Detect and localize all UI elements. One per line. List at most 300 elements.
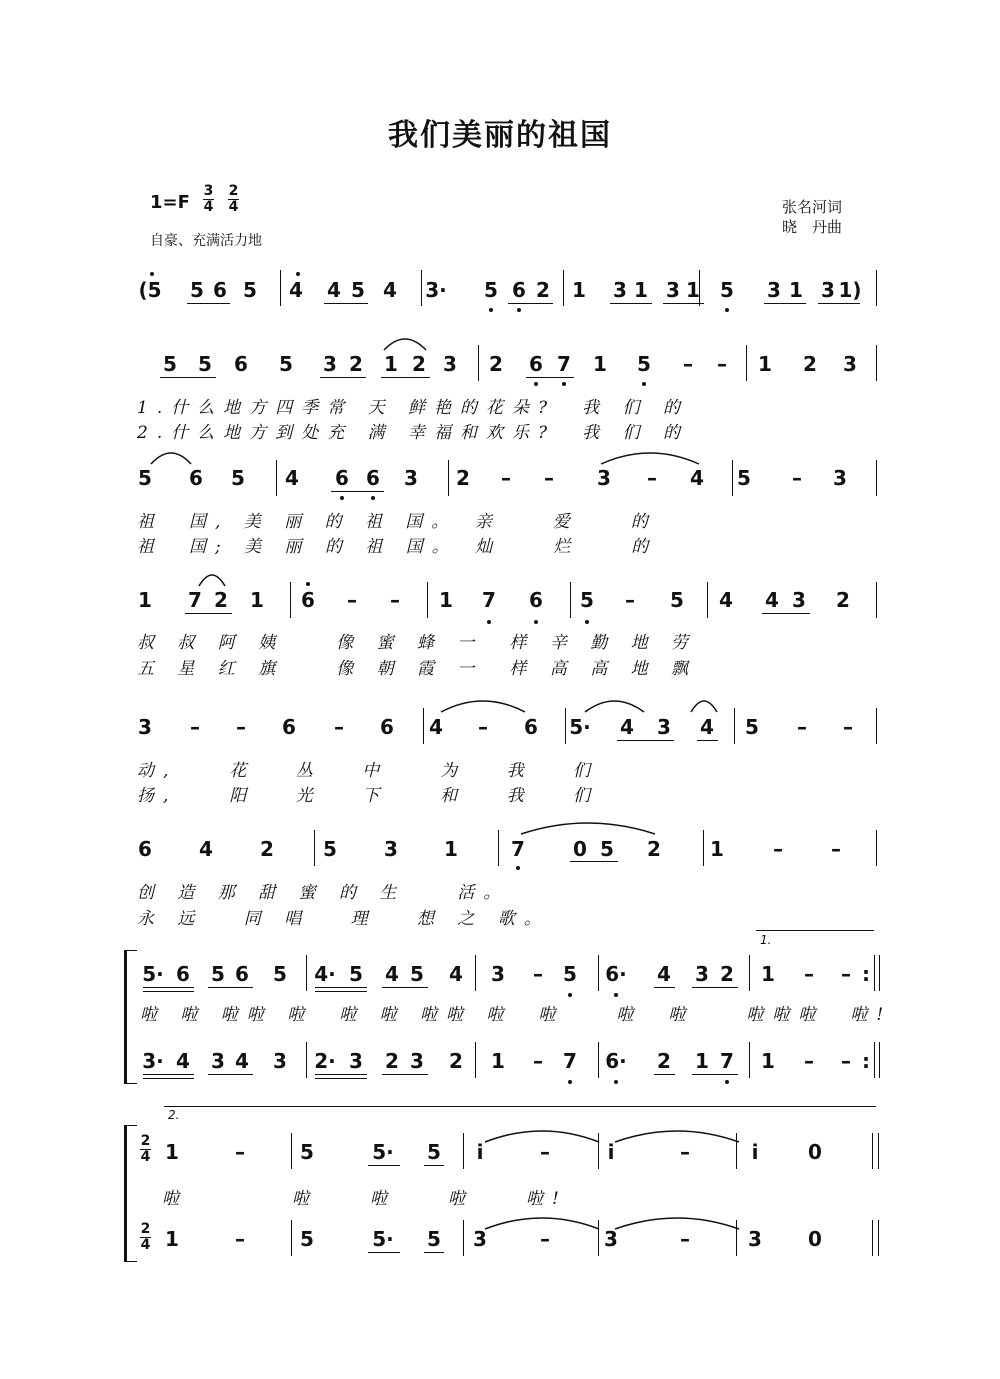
octave-dot [568, 1080, 572, 1084]
note: 7 [563, 1049, 577, 1073]
note: – [235, 1140, 245, 1164]
note: 0 [808, 1140, 822, 1164]
octave-dot [562, 382, 566, 386]
underline [143, 987, 194, 988]
underline [315, 1078, 367, 1079]
note: i [607, 1140, 615, 1164]
ending-1-label: 1. [760, 933, 772, 947]
barline [291, 1133, 292, 1169]
underline [368, 1252, 400, 1253]
system-brace [124, 1125, 137, 1262]
note: 3 [384, 837, 398, 861]
lyric-line: 扬, 阳 光 下 和 我 们 [137, 786, 600, 806]
barline [478, 345, 479, 381]
octave-dot [487, 620, 491, 624]
underline [208, 1074, 253, 1075]
note: 4 [327, 278, 341, 302]
note: i [476, 1140, 484, 1164]
note: 1 [384, 352, 398, 376]
underline [762, 613, 810, 614]
barline [498, 830, 499, 866]
note: – [347, 588, 357, 612]
note: – [680, 1140, 690, 1164]
time-sig-numerator: 2 [140, 1221, 151, 1237]
note: 2 [260, 837, 274, 861]
note: 3 [443, 352, 457, 376]
barline [463, 1133, 464, 1169]
note: 1 [686, 278, 700, 302]
underline [764, 303, 806, 304]
octave-dot [517, 308, 521, 312]
note: 2 [647, 837, 661, 861]
note: 1 [491, 1049, 505, 1073]
time-sig-denominator: 4 [203, 199, 214, 215]
note: 6 [524, 715, 538, 739]
time-sig-numerator: 3 [203, 183, 214, 199]
barline [874, 1042, 875, 1078]
note: 2 [456, 466, 470, 490]
note: 5 [190, 278, 204, 302]
underline [663, 303, 704, 304]
note: 0 [573, 837, 587, 861]
underline [324, 303, 368, 304]
time-sig-numerator: 2 [140, 1133, 151, 1149]
lyric-line: 创 造 那 甜 蜜 的 生 活。 [137, 883, 510, 903]
note: 3· [142, 1049, 164, 1073]
note: 5· [569, 715, 591, 739]
tie-arc [690, 698, 718, 714]
note: 5 [198, 352, 212, 376]
note: 2 [412, 352, 426, 376]
note: 4 [383, 278, 397, 302]
note: – [540, 1227, 550, 1251]
note: 5 [670, 588, 684, 612]
note: 3 [821, 278, 835, 302]
note: 6 [335, 466, 349, 490]
underline [208, 987, 253, 988]
barline [475, 955, 476, 991]
note: – [647, 466, 657, 490]
underline [697, 740, 718, 741]
time-signature-2-4-upper [140, 1134, 151, 1165]
barline [732, 460, 733, 496]
barline [124, 1125, 125, 1260]
barline [290, 582, 291, 618]
note: 5 [427, 1227, 441, 1251]
lyric-line: 永 远 同 唱 理 想 之 歌。 [137, 909, 550, 929]
note: 5 [300, 1227, 314, 1251]
note: 1 [165, 1227, 179, 1251]
page-title: 我们美丽的祖国 [388, 118, 612, 153]
note: 1 [444, 837, 458, 861]
note: 3 [404, 466, 418, 490]
underline [315, 1074, 367, 1075]
lyric-line: 叔 叔 阿 姨 像 蜜 蜂 一 样 辛 勤 地 劳 [137, 633, 698, 653]
underline [424, 1252, 444, 1253]
note: 1 [634, 278, 648, 302]
note: 4 [289, 278, 303, 302]
note: 5 [279, 352, 293, 376]
note: – [843, 715, 853, 739]
note: 7 [188, 588, 202, 612]
barline [872, 1220, 873, 1256]
note: 6 [380, 715, 394, 739]
tie-arc [150, 450, 192, 466]
note: 3 [349, 1049, 363, 1073]
note: 3 [273, 1049, 287, 1073]
note: 5· [142, 962, 164, 986]
note: 1 [165, 1140, 179, 1164]
time-signature-2-4 [228, 184, 239, 215]
lyric-line: 五 星 红 旗 像 朝 霞 一 样 高 高 地 飘 [137, 659, 698, 679]
note: – [533, 1049, 543, 1073]
note: 1 [758, 352, 772, 376]
tie-arc [383, 336, 427, 352]
note: (5 [138, 278, 162, 302]
note: – [544, 466, 554, 490]
note: 1 [695, 1049, 709, 1073]
barline [734, 708, 735, 744]
note: 5· [372, 1140, 394, 1164]
repeat-end: : [862, 1049, 870, 1073]
barline [314, 830, 315, 866]
barline [475, 1042, 476, 1078]
note: 5 [737, 466, 751, 490]
underline [368, 1165, 400, 1166]
note: 3 [657, 715, 671, 739]
ending-2-label: 2. [168, 1108, 180, 1122]
underline [381, 377, 430, 378]
time-sig-denominator: 4 [140, 1237, 151, 1253]
barline [703, 830, 704, 866]
underline [315, 987, 367, 988]
note: 5 [484, 278, 498, 302]
note: 0 [808, 1227, 822, 1251]
octave-dot [568, 993, 572, 997]
note: 2 [214, 588, 228, 612]
time-sig-denominator: 4 [228, 199, 239, 215]
underline [508, 303, 553, 304]
note: 5 [211, 962, 225, 986]
note: 3 [666, 278, 680, 302]
note: 5 [273, 962, 287, 986]
underline [818, 303, 860, 304]
note: – [680, 1227, 690, 1251]
note: 6· [605, 1049, 627, 1073]
note: 3 [767, 278, 781, 302]
barline [876, 270, 877, 306]
note: 2 [449, 1049, 463, 1073]
note: 6 [529, 352, 543, 376]
note: 3 [211, 1049, 225, 1073]
barline [306, 955, 307, 991]
octave-dot [534, 620, 538, 624]
octave-dot [642, 382, 646, 386]
underline [424, 1165, 444, 1166]
note: 3· [425, 278, 447, 302]
time-signature-3-4 [203, 184, 214, 215]
note: 5 [323, 837, 337, 861]
note: 5 [580, 588, 594, 612]
barline [878, 1133, 879, 1169]
lyric-line: 祖 国, 美 丽 的 祖 国。 亲 爱 的 [137, 512, 657, 532]
tie-arc [440, 698, 526, 714]
note: 2· [314, 1049, 336, 1073]
octave-dot [489, 308, 493, 312]
note: – [390, 588, 400, 612]
tie-arc [520, 820, 656, 836]
note: 3 [613, 278, 627, 302]
note: 5 [163, 352, 177, 376]
barline [463, 1220, 464, 1256]
barline [876, 460, 877, 496]
note: 6 [235, 962, 249, 986]
time-sig-denominator: 4 [140, 1149, 151, 1165]
note: 5 [351, 278, 365, 302]
tie-arc [484, 1215, 600, 1231]
note: 2 [349, 352, 363, 376]
note: 6 [189, 466, 203, 490]
underline [570, 861, 618, 862]
barline [876, 708, 877, 744]
lyric-line: 动, 花 丛 中 为 我 们 [137, 761, 600, 781]
note: – [831, 837, 841, 861]
note: 5 [349, 962, 363, 986]
barline [746, 345, 747, 381]
note: – [797, 715, 807, 739]
note: 1 [439, 588, 453, 612]
ending-2-bracket [164, 1106, 876, 1107]
note: 6 [176, 962, 190, 986]
note: – [533, 962, 543, 986]
barline [876, 830, 877, 866]
barline [749, 1042, 750, 1078]
note: 6 [138, 837, 152, 861]
note: – [478, 715, 488, 739]
note: 5 [745, 715, 759, 739]
note: 1 [789, 278, 803, 302]
note: 5 [563, 962, 577, 986]
note: 3 [491, 962, 505, 986]
underline [320, 377, 366, 378]
note: 4 [620, 715, 634, 739]
note: 3 [833, 466, 847, 490]
note: – [540, 1140, 550, 1164]
time-signature-2-4-lower [140, 1222, 151, 1253]
underline [692, 1074, 738, 1075]
underline [526, 377, 574, 378]
note: 2 [657, 1049, 671, 1073]
note: 4 [700, 715, 714, 739]
time-sig-numerator: 2 [228, 183, 239, 199]
barline [306, 1042, 307, 1078]
note: 6 [529, 588, 543, 612]
note: 6 [512, 278, 526, 302]
note: – [683, 352, 693, 376]
underline [382, 987, 428, 988]
note: – [190, 715, 200, 739]
note: 4 [690, 466, 704, 490]
lyricist-credit: 张名河词 [782, 198, 843, 216]
note: 5 [410, 962, 424, 986]
note: 7 [720, 1049, 734, 1073]
note: 4 [385, 962, 399, 986]
barline [565, 708, 566, 744]
note: 4 [719, 588, 733, 612]
note: i [751, 1140, 759, 1164]
underline [382, 1074, 428, 1075]
barline [879, 955, 880, 991]
lyric-line: 1.什么地方四季常 天 鲜艳的花朵? 我 们 的 [137, 398, 689, 418]
note: 3 [323, 352, 337, 376]
barline [421, 270, 422, 306]
note: 1 [572, 278, 586, 302]
key-signature: 1=F [150, 192, 190, 213]
barline [276, 460, 277, 496]
note: 5 [600, 837, 614, 861]
note: 3 [843, 352, 857, 376]
note: 6 [213, 278, 227, 302]
tempo-marking: 自豪、充满活力地 [150, 233, 262, 249]
note: 1 [138, 588, 152, 612]
note: 2 [536, 278, 550, 302]
note: – [804, 1049, 814, 1073]
note: – [501, 466, 511, 490]
note: 2 [385, 1049, 399, 1073]
octave-dot [585, 620, 589, 624]
lyric-line: 2.什么地方到处充 满 幸福和欢乐? 我 们 的 [137, 423, 689, 443]
tie-arc [600, 450, 700, 466]
note: 2 [803, 352, 817, 376]
note: 1 [761, 962, 775, 986]
note: 1 [710, 837, 724, 861]
note: – [334, 715, 344, 739]
barline [879, 1042, 880, 1078]
note: 3 [792, 588, 806, 612]
note: – [841, 1049, 851, 1073]
underline [185, 613, 232, 614]
note: 1) [838, 278, 862, 302]
barline [598, 955, 599, 991]
note: 4 [765, 588, 779, 612]
note: 5 [138, 466, 152, 490]
note: 5 [231, 466, 245, 490]
note: 6 [282, 715, 296, 739]
underline [331, 491, 384, 492]
barline [570, 582, 571, 618]
octave-dot [534, 382, 538, 386]
lyric-line-chorus: 啦 啦 啦啦 啦 啦 啦 啦啦 啦 啦 啦 啦 啦啦啦 啦! [140, 1005, 893, 1025]
barline [423, 708, 424, 744]
note: 5 [720, 278, 734, 302]
note: 7 [482, 588, 496, 612]
barline [598, 1042, 599, 1078]
note: 5· [372, 1227, 394, 1251]
repeat-end: : [862, 962, 870, 986]
lyric-line-chorus: 啦 啦 啦 啦 啦! [162, 1189, 568, 1209]
note: 3 [138, 715, 152, 739]
note: 4 [449, 962, 463, 986]
barline [448, 460, 449, 496]
note: 4 [657, 962, 671, 986]
note: – [625, 588, 635, 612]
note: 4 [199, 837, 213, 861]
tie-arc [614, 1128, 740, 1144]
underline [143, 1078, 194, 1079]
underline [160, 377, 216, 378]
barline [707, 582, 708, 618]
underline [692, 987, 738, 988]
barline [699, 270, 700, 306]
note: 3 [410, 1049, 424, 1073]
note: 6 [366, 466, 380, 490]
underline [617, 740, 674, 741]
note: 6· [605, 962, 627, 986]
note: 1 [593, 352, 607, 376]
tie-arc [198, 572, 226, 588]
underline [315, 991, 367, 992]
note: 5 [427, 1140, 441, 1164]
underline [654, 987, 675, 988]
barline [876, 345, 877, 381]
note: 4 [176, 1049, 190, 1073]
underline [610, 303, 652, 304]
note: – [235, 1227, 245, 1251]
octave-dot [725, 1080, 729, 1084]
underline [143, 991, 194, 992]
note: 3 [473, 1227, 487, 1251]
note: 3 [748, 1227, 762, 1251]
lyric-line: 祖 国; 美 丽 的 祖 国。 灿 烂 的 [137, 537, 658, 557]
barline [124, 950, 125, 1082]
barline [874, 955, 875, 991]
barline [563, 270, 564, 306]
barline [427, 582, 428, 618]
note: 4 [429, 715, 443, 739]
note: 4 [285, 466, 299, 490]
octave-dot [340, 496, 344, 500]
octave-dot [371, 496, 375, 500]
note: – [773, 837, 783, 861]
note: 6 [234, 352, 248, 376]
barline [878, 1220, 879, 1256]
note: 6 [301, 588, 315, 612]
note: 2 [489, 352, 503, 376]
note: 3 [604, 1227, 618, 1251]
system-brace [124, 950, 137, 1084]
note: 3 [597, 466, 611, 490]
note: 5 [637, 352, 651, 376]
note: – [841, 962, 851, 986]
underline [187, 303, 230, 304]
note: 7 [511, 837, 525, 861]
note: 4· [314, 962, 336, 986]
ending-1-bracket [756, 930, 874, 931]
underline [654, 1074, 675, 1075]
octave-dot [296, 272, 300, 276]
octave-dot [725, 308, 729, 312]
note: 1 [250, 588, 264, 612]
underline [143, 1074, 194, 1075]
note: 4 [235, 1049, 249, 1073]
barline [876, 582, 877, 618]
composer-credit: 晓 丹曲 [782, 218, 843, 236]
note: 2 [720, 962, 734, 986]
note: 2 [836, 588, 850, 612]
barline [749, 955, 750, 991]
barline [280, 270, 281, 306]
tie-arc [584, 698, 645, 714]
